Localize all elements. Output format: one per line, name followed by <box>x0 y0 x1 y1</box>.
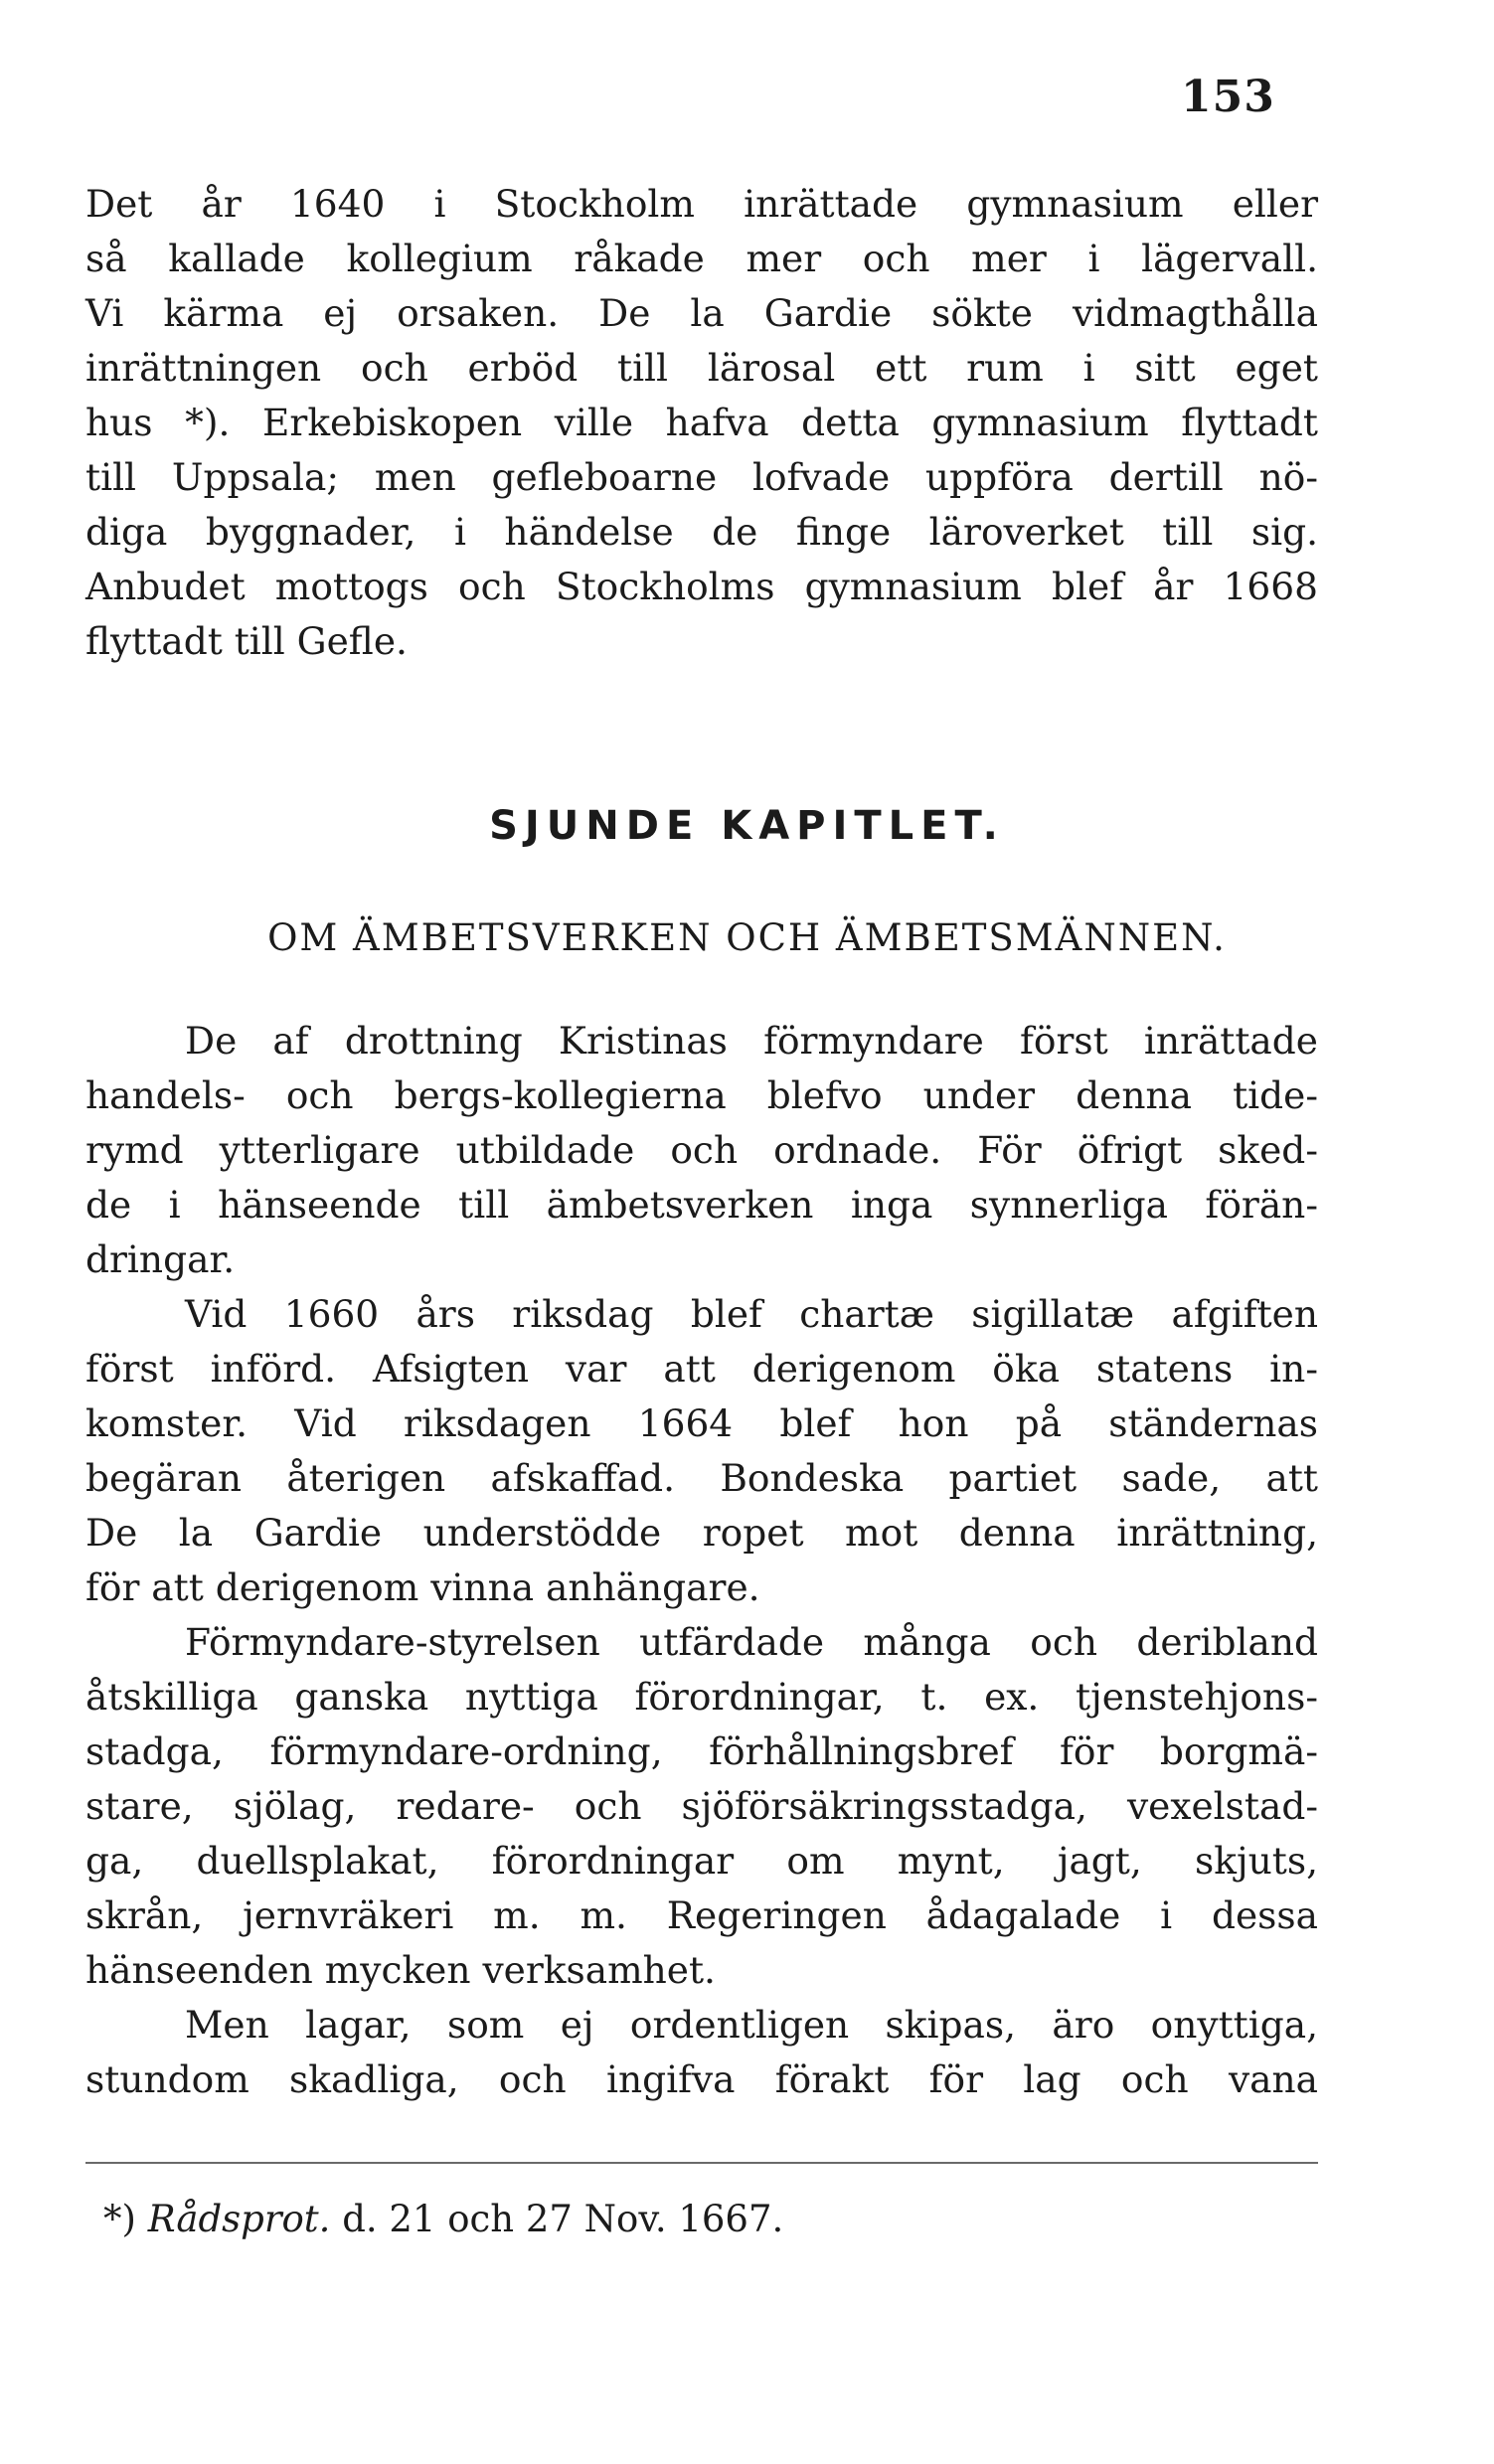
text-line: stare, sjölag, redare- och sjöförsäkringsstadga, vexelstad- <box>85 1784 1318 1828</box>
text-line: flyttadt till Gefle. <box>85 619 408 663</box>
text-line: De af drottning Kristinas förmyndare först inrättade <box>185 1019 1318 1063</box>
text-line: begäran återigen afskaffad. Bondeska partiet sade, att <box>85 1456 1318 1500</box>
text-line: Förmyndare-styrelsen utfärdade många och deribland <box>185 1620 1318 1664</box>
footnote-source: Rådsprot. <box>147 2198 331 2240</box>
text-line: Det år 1640 i Stockholm inrättade gymnasium eller <box>85 182 1318 226</box>
footnote <box>103 2192 783 2246</box>
footnote-divider <box>85 2162 1318 2164</box>
section-heading: OM ÄMBETSVERKEN OCH ÄMBETSMÄNNEN. <box>267 916 1227 959</box>
text-line: Vi kärma ej orsaken. De la Gardie sökte vidmagthålla <box>85 291 1318 335</box>
text-line: så kallade kollegium råkade mer och mer i lägervall. <box>85 237 1318 280</box>
page-number: 153 <box>1181 72 1275 122</box>
text-line: Anbudet mottogs och Stockholms gymnasium blef år 1668 <box>85 565 1318 608</box>
text-line: inrättningen och erböd till lärosal ett rum i sitt eget <box>85 346 1318 390</box>
text-line: för att derigenom vinna anhängare. <box>85 1565 760 1609</box>
text-line: De la Gardie understödde ropet mot denna inrättning, <box>85 1511 1318 1555</box>
footnote-marker: *) <box>103 2198 136 2240</box>
text-line: stadga, förmyndare-ordning, förhållningsbref för borgmä- <box>85 1729 1318 1773</box>
text-line: Vid 1660 års riksdag blef chartæ sigillatæ afgiften <box>185 1292 1318 1336</box>
text-line: hänseenden mycken verksamhet. <box>85 1948 716 1992</box>
chapter-heading: SJUNDE KAPITLET. <box>489 803 1005 849</box>
text-line: åtskilliga ganska nyttiga förordningar, t. ex. tjenstehjons- <box>85 1675 1318 1719</box>
text-line: dringar. <box>85 1237 236 1281</box>
text-line: diga byggnader, i händelse de finge läroverket till sig. <box>85 510 1318 554</box>
paragraph-1 <box>85 177 1318 669</box>
footnote-text: d. 21 och 27 Nov. 1667. <box>342 2198 784 2240</box>
text-line: handels- och bergs-kollegierna blefvo under denna tide- <box>85 1073 1318 1117</box>
text-line: stundom skadliga, och ingifva förakt för lag och vana <box>85 2057 1318 2101</box>
text-line: komster. Vid riksdagen 1664 blef hon på ständernas <box>85 1401 1318 1445</box>
text-line: hus *). Erkebiskopen ville hafva detta gymnasium flyttadt <box>85 401 1318 444</box>
text-line: till Uppsala; men gefleboarne lofvade uppföra dertill nö- <box>85 455 1318 499</box>
paragraph-2 <box>85 1014 1318 2107</box>
text-line: Men lagar, som ej ordentligen skipas, äro onyttiga, <box>185 2003 1318 2047</box>
text-line: skrån, jernvräkeri m. m. Regeringen ådagalade i dessa <box>85 1893 1318 1937</box>
text-line: ga, duellsplakat, förordningar om mynt, jagt, skjuts, <box>85 1839 1318 1883</box>
text-line: rymd ytterligare utbildade och ordnade. För öfrigt sked- <box>85 1128 1318 1172</box>
text-line: de i hänseende till ämbetsverken inga synnerliga förän- <box>85 1183 1318 1227</box>
text-line: först införd. Afsigten var att derigenom öka statens in- <box>85 1347 1318 1391</box>
